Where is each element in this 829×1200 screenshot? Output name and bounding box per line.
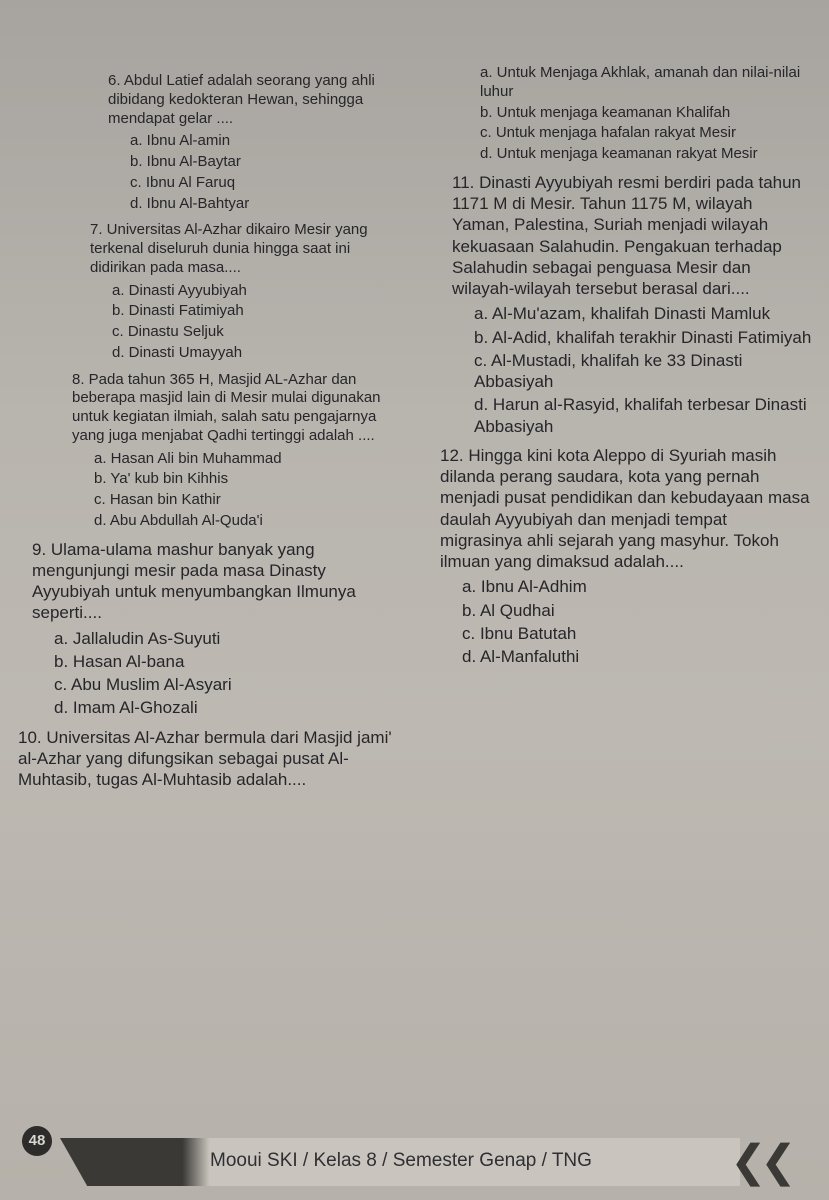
question-6	[18, 72, 418, 213]
question-8-option-c: c. Hasan bin Kathir	[94, 491, 221, 508]
question-9-option-c: c. Abu Muslim Al-Asyari	[54, 675, 232, 694]
question-7-option-d: d. Dinasti Umayyah	[112, 343, 243, 361]
question-6-option-c: c. Ibnu Al Faruq	[130, 173, 236, 191]
question-9-option-b: b. Hasan Al-bana	[54, 651, 185, 671]
question-10-stem: 10. Universitas Al-Azhar bermula dari Masjid jami' al-Azhar yang difungsikan sebagai pusat Al-Muhtasib, tugas Al-Muhtasib adalah....	[18, 727, 392, 789]
page-footer	[0, 1120, 829, 1200]
question-6-option-a: a. Ibnu Al-amin	[130, 132, 231, 150]
q6-cont-option-b: b. Untuk menjaga keamanan Khalifah	[480, 103, 731, 121]
question-8-option-d: d. Abu Abdullah Al-Quda'i	[94, 511, 263, 529]
chevron-left-icon: ❮	[730, 1137, 767, 1186]
page-number: 48	[22, 1126, 52, 1156]
chevron-left-icon: ❮	[760, 1137, 797, 1186]
question-8-option-b: b. Ya' kub bin Kihhis	[94, 470, 229, 488]
question-12-option-c: c. Ibnu Batutah	[462, 623, 577, 643]
question-10	[18, 727, 398, 791]
question-11-option-a: a. Al-Mu'azam, khalifah Dinasti Mamluk	[474, 304, 771, 324]
question-11	[440, 172, 812, 437]
question-6-stem: 6. Abdul Latief adalah seorang yang ahli dibidang kedokteran Hewan, sehingga mendapat gelar ....	[108, 72, 375, 127]
question-9-option-a: a. Jallaludin As-Suyuti	[54, 628, 221, 648]
question-7-option-a: a. Dinasti Ayyubiyah	[112, 281, 247, 299]
question-9-stem: 9. Ulama-ulama mashur banyak yang mengunjungi mesir pada masa Dinasty Ayyubiyah untuk menyumbangkan Ilmunya seperti....	[32, 539, 356, 623]
footer-text: Mooui SKI / Kelas 8 / Semester Genap / TNG	[210, 1150, 592, 1171]
question-8-option-a: a. Hasan Ali bin Muhammad	[94, 449, 282, 467]
question-11-option-c: c. Al-Mustadi, khalifah ke 33 Dinasti Abbasiyah	[474, 350, 743, 391]
q6-cont-option-d: d. Untuk menjaga keamanan rakyat Mesir	[480, 145, 758, 162]
question-8-stem: 8. Pada tahun 365 H, Masjid AL-Azhar dan beberapa masjid lain di Mesir mulai digunakan untuk kegiatan ilmiah, salah satu pengajarnya yang juga menjabat Qadhi tertinggi adalah ....	[72, 370, 381, 444]
q6-cont-option-a: a. Untuk Menjaga Akhlak, amanah dan nilai-nilai luhur	[480, 64, 801, 100]
question-8	[18, 371, 412, 531]
question-12-option-d: d. Al-Manfaluthi	[462, 647, 580, 666]
question-12	[440, 445, 810, 668]
question-7-option-c: c. Dinastu Seljuk	[112, 323, 224, 340]
question-11-option-d: d. Harun al-Rasyid, khalifah terbesar Dinasti Abbasiyah	[474, 395, 807, 436]
left-column	[18, 72, 418, 798]
q6-cont-option-c: c. Untuk menjaga hafalan rakyat Mesir	[480, 124, 736, 142]
question-12-option-b: b. Al Qudhai	[462, 600, 555, 620]
question-11-option-b: b. Al-Adid, khalifah terakhir Dinasti Fatimiyah	[474, 327, 812, 347]
question-6-option-d: d. Ibnu Al-Bahtyar	[130, 194, 250, 212]
question-9-option-d: d. Imam Al-Ghozali	[54, 698, 198, 718]
question-11-stem: 11. Dinasti Ayyubiyah resmi berdiri pada tahun 1171 M di Mesir. Tahun 1175 M, wilayah Yaman, Palestina, Suriah menjadi wilayah kekuasaan Salahudin. Pengakuan terhadap Salahudin sebagai penguasa Mesir dan wilayah-wilayah tersebut berasal dari....	[452, 172, 802, 298]
question-12-option-a: a. Ibnu Al-Adhim	[462, 577, 587, 597]
question-9	[18, 539, 402, 719]
question-6-options-continued	[440, 64, 810, 164]
question-7	[18, 221, 410, 362]
question-7-option-b: b. Dinasti Fatimiyah	[112, 302, 244, 320]
question-7-stem: 7. Universitas Al-Azhar dikairo Mesir yang terkenal diseluruh dunia hingga saat ini didirikan pada masa....	[90, 221, 368, 276]
question-12-stem: 12. Hingga kini kota Aleppo di Syuriah masih dilanda perang saudara, kota yang pernah menjadi pusat pendidikan dan kebudayaan masa daulah Ayyubiyah dan menjadi tempat migrasinya ahli sejarah yang masyhur. Tokoh ilmuan yang dimaksud adalah....	[440, 445, 810, 571]
question-6-option-b: b. Ibnu Al-Baytar	[130, 153, 241, 170]
right-column	[440, 62, 820, 675]
